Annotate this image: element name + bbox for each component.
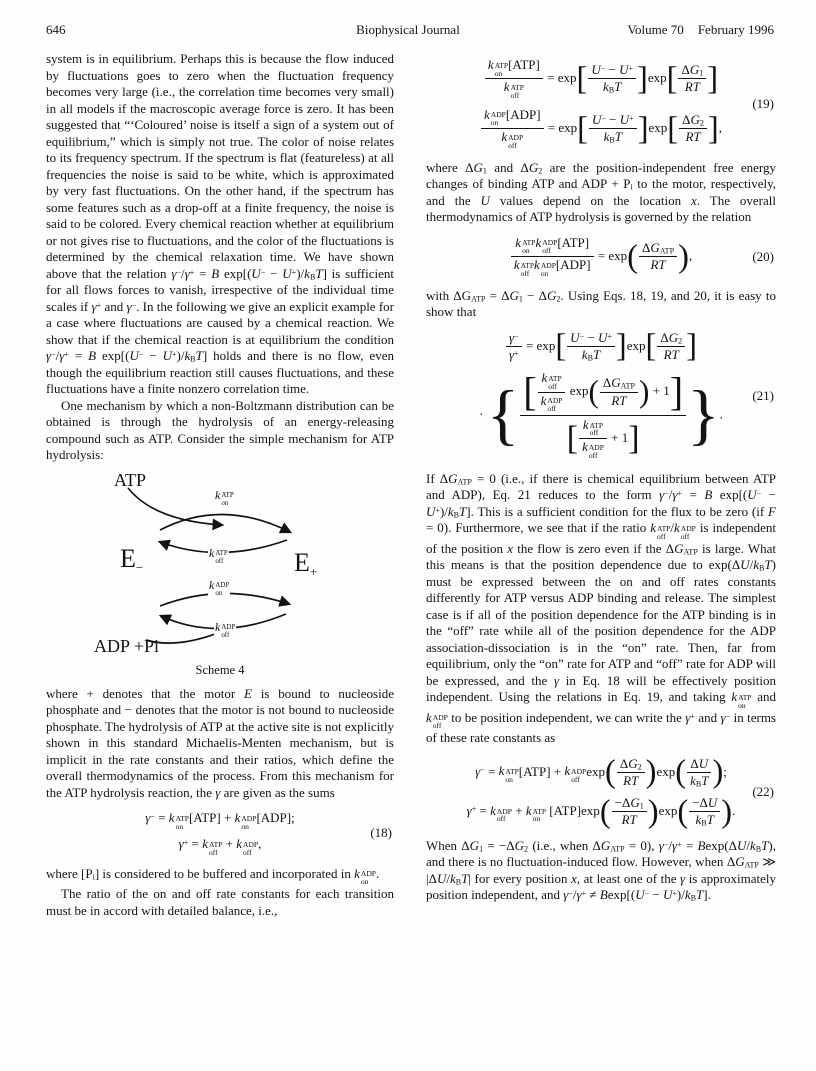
math-bracket: [	[576, 60, 588, 97]
equation-19	[426, 57, 776, 151]
equation-21	[426, 330, 776, 462]
e-plus-label: $E_+$	[294, 547, 318, 579]
math-fraction: k ATP on k ADP off [ATP] k ATP off k ADP on [ADP]	[511, 235, 594, 279]
math-bracket: )	[678, 238, 689, 275]
rate-constant: k ATP on	[525, 802, 547, 824]
rate-constant: k ADP off	[236, 836, 259, 857]
math-fraction	[538, 370, 566, 414]
math-bracket: ]	[707, 110, 719, 147]
math-fraction: $\frac{-\Delta G1}{RT}$	[612, 795, 647, 829]
paragraph-no-fluctuation-flow: When ΔG1 = −ΔG2 (i.e., when ΔGATP = 0), γ−/γ+ = Bexp(ΔU/kBT), and there is no fluctuation-induced flow. However, when ΔGATP ≫ |ΔU/kBT| for every position x, at least one of the γ is approximately position independent, and γ−/γ+ ≠ Bexp[(U− − U+)/kBT].	[426, 837, 776, 903]
rate-constant: k ADP off	[501, 129, 524, 150]
math-bracket: }	[687, 377, 720, 453]
math-fraction: $\frac{\Delta G2}{RT}$	[617, 756, 645, 790]
rate-constant: k ATP off	[582, 416, 604, 438]
math-bracket: [	[577, 110, 588, 147]
math-bracket: )	[712, 754, 724, 791]
volume-info	[627, 22, 774, 38]
math-bracket: )	[645, 754, 657, 791]
math-fraction: $\frac{\Delta G2}{RT}$	[657, 330, 685, 364]
page-header	[0, 0, 816, 38]
rate-constant: k ATP off	[650, 520, 671, 541]
atp-feeder-arrow	[128, 488, 222, 525]
two-column-body	[0, 38, 816, 919]
equation-18-line-2: γ+ = k ATP off + k ADP off ,	[178, 836, 262, 857]
rate-constant: k ADP off	[674, 520, 696, 541]
rate-constant: k ATP on	[515, 234, 536, 256]
rate-constant: k ATP on	[498, 763, 519, 784]
equation-20	[426, 235, 776, 279]
left-column	[46, 51, 394, 919]
math-bracket: (	[627, 238, 638, 275]
scheme-4-figure	[94, 470, 346, 678]
equation-20-line-1: k ATP on k ADP off [ATP] k ATP off k ADP on [ADP] = exp( $\frac{\text{ΔGATP}}{RT}$ ),	[426, 235, 776, 279]
rate-constant: k ADP off	[540, 392, 563, 414]
math-fraction: k ADP on [ADP] k ADP off	[481, 107, 544, 151]
rate-constant: k ATP on	[215, 487, 234, 507]
math-bracket: ]	[615, 328, 627, 365]
math-bracket: ]	[628, 420, 640, 458]
rate-constant: k ATP off	[541, 370, 562, 391]
rate-constant: k ADP off	[535, 234, 558, 256]
journal-title: Biophysical Journal	[356, 22, 460, 37]
math-bracket: )	[647, 793, 659, 830]
atp-label: ATP	[114, 469, 147, 490]
issue-date: February 1996	[697, 22, 774, 37]
math-fraction	[579, 417, 607, 461]
rate-constant: k ATP on	[168, 810, 189, 831]
rate-constant: k ADP off	[426, 709, 448, 731]
k-off-atp-label	[208, 546, 229, 565]
paragraph-chemical-equilibrium: If ΔGATP = 0 (i.e., if there is chemical equilibrium between ATP and ADP), Eq. 21 reduces to the form γ−/γ+ = B exp[(U− − U+)/kBT]. This is a sufficient condition for the flux to be zero (if F = 0). Furthermore, we see that if the ratio k ATP off /k ADP off is independent of the position x the flow is zero even if the ΔGATP is large. What this means is that the position dependence due to exp(ΔU/kBT) must be expressed between the on and off rates constants differently for ATP versus ADP binding and release. The simplest case is if all of the position dependence for the ATP binding is in the “off” rate while all of the position dependence for the ADP association-dissociation is in the “on” rate. Then, far from equilibrium, only the “on” rate for ATP and “off” rate for ADP will be expressed, and the γ in Eq. 18 will be effectively position independent. Using the relations in Eq. 19, and taking k ATP on and k ADP off to be position independent, we can write the γ+ and γ− in terms of these rate constants as	[426, 470, 777, 746]
math-fraction: $\frac{\Delta G1}{RT}$	[678, 62, 706, 96]
paragraph-buffered-pi: where [Pi] is considered to be buffered and incorporated in k ADP on .	[46, 865, 380, 887]
equation-20-number: (20)	[752, 248, 774, 264]
e-minus-label: $E_-$	[120, 543, 144, 575]
math-bracket: ]	[707, 60, 719, 97]
k-on-adp-label	[208, 578, 230, 597]
paragraph-detailed-balance: The ratio of the on and off rate constants for each transition must be in accord with detailed balance, i.e.,	[46, 886, 394, 918]
paragraph-motor-binding: where + denotes that the motor E is bound to nucleoside phosphate and − denotes that the motor is not bound to nucleoside phosphate. The hydrolysis of ATP at the active site is not explicitly shown in this standard Michaelis-Menten mechanism, but is implicit in the rate constants and their ratios, which define the overall thermodynamics of the process. From this mechanism for the ATP hydrolysis reaction, the γ are given as the sums	[46, 685, 394, 800]
rate-constant: k ADP on	[209, 577, 230, 597]
math-bracket: (	[605, 754, 616, 791]
math-bracket: (	[675, 754, 687, 791]
math-bracket: ]	[637, 110, 649, 147]
rate-constant: k ADP off	[564, 763, 587, 784]
rate-constant: k ADP off	[490, 802, 512, 824]
math-bracket: [	[667, 110, 679, 147]
rate-constant: k ADP off	[215, 619, 236, 639]
rate-constant: k ATP off	[202, 836, 223, 857]
math-bracket: [	[566, 420, 579, 458]
paragraph-equilibrium-noise: system is in equilibrium. Perhaps this is because the flow induced by fluctuations goes to zero when the fluctuation frequency becomes very large (i.e., the correlation time becomes very small) in all models if the macroscopic average force is zero. It has been suggested that “‘Coloured’ noise is itself a sign of a system out of equilibrium,” which is simply not true. The color of noise relates to its frequency spectrum. If the spectrum is flat (featureless) at all frequencies the noise is said to be white, which is approximated by very fast fluctuations. On the other hand, if the spectrum has some features such as a drop-off at a finite frequency, the noise is said to be colored. Every chemical reaction whether at equilibrium or not gives rise to fluctuations, and the color of the fluctuations is determined by the chemical relaxation time. We have shown above that the relation γ−/γ+ = B exp[(U− − U+)/kBT] is sufficient for all flows forces to vanish, irrespective of the individual time scales if γ+ and γ−. In the following we give an explicit example for a case where fluctuations are caused by a chemical reaction. We show that if the chemical reaction is at equilibrium the condition γ−/γ+ = B exp[(U− − U+)/kBT] holds and there is no flow, even though the equilibrium reaction still causes fluctuations, and these fluctuations have a finite nonzero correlation time.	[46, 51, 395, 396]
k-off-adp-label	[214, 620, 236, 639]
math-fraction: $\frac{\gamma^-}{\gamma^+}$	[506, 330, 522, 364]
equation-19-line-2: k ADP on [ADP] k ADP off = exp[ $\frac{U^- - U^+}{\text{kBT}}$ ]exp[ $\frac{\Delta G2}{RT}$ ],	[426, 107, 776, 151]
math-fraction: $\frac{\Delta U}{\text{kBT}}$	[687, 756, 711, 790]
rate-constant: k ADP on	[484, 106, 506, 128]
math-fraction: $\frac{\text{ΔGATP}}{RT}$	[600, 375, 638, 409]
paragraph-atp-mechanism-intro: One mechanism by which a non-Boltzmann distribution can be obtained is through the hydrolysis of an energy-releasing compound such as ATP. Consider the simple mechanism for ATP hydrolysis:	[46, 397, 394, 462]
math-fraction: k ATP on [ATP] k ATP off	[485, 57, 543, 101]
volume-label: Volume 70	[627, 22, 684, 37]
math-bracket: (	[588, 373, 599, 409]
equation-18	[46, 810, 394, 857]
paragraph-dgatp-definition: with ΔGATP = ΔG1 − ΔG2. Using Eqs. 18, 19, and 20, it is easy to show that	[426, 287, 776, 320]
rate-constant: k ATP off	[513, 257, 535, 278]
page-number: 646	[46, 22, 66, 37]
equation-18-number: (18)	[370, 825, 392, 841]
k-on-atp-arrow	[160, 514, 290, 532]
equation-21-number: (21)	[752, 387, 774, 403]
math-fraction: $\frac{\Delta G2}{RT}$	[679, 112, 707, 146]
equation-19-number: (19)	[752, 95, 774, 111]
rate-constant: k ADP on	[534, 257, 556, 278]
math-fraction: $\frac{-\Delta U}{\text{kBT}}$	[689, 795, 720, 829]
equation-19-line-1: k ATP on [ATP] k ATP off = exp[ $\frac{U^- - U^+}{\text{kBT}}$ ]exp[ $\frac{\Delta G1}{RT}$ ]	[426, 57, 776, 101]
equation-18-line-1: γ− = k ATP on [ATP] + k ADP on [ADP];	[145, 810, 295, 831]
equation-22-line-1: γ− = k ATP on [ATP] + k ADP off exp( $\frac{\Delta G2}{RT}$ )exp( $\frac{\Delta U}{\text{kBT}}$ );	[475, 754, 727, 791]
math-bracket: [	[645, 328, 657, 365]
equation-22-number: (22)	[752, 784, 774, 800]
math-bracket: [	[523, 368, 537, 414]
equation-21-line-1: $\frac{\gamma^-}{\gamma^+}$ = exp[ $\frac{U^- - U^+}{\text{kBT}}$ ]exp[ $\frac{\Delta G2}{RT}$ ]	[426, 330, 776, 364]
math-bracket: ]	[686, 328, 697, 365]
rate-constant: k ADP on	[354, 865, 376, 887]
scheme-caption: Scheme 4	[195, 662, 245, 677]
math-fraction: [ k ATP off k ADP off exp( $\frac{\text{ΔGATP}}{RT}$ ) + 1] [ k ATP off k ADP off + 1]	[520, 369, 686, 462]
paragraph-free-energy: where ΔG1 and ΔG2 are the position-independent free energy changes of binding ATP and ADP + Pi to the motor, respectively, and the U values depend on the location x. The overall thermodynamics of ATP hydrolysis is governed by the relation	[426, 159, 776, 225]
math-bracket: [	[666, 60, 678, 97]
rate-constant: k ADP off	[582, 439, 604, 460]
adp-pi-label: ADP +Pi	[94, 635, 160, 656]
rate-constant: k ADP on	[234, 810, 257, 831]
math-fraction: $\frac{U^- - U^+}{\text{kBT}}$	[589, 112, 637, 146]
equation-21-line-2: · { [ k ATP off k ADP off exp( $\frac{\text{ΔGATP}}{RT}$ ) + 1] [ k ATP off k ADP off + 1] }.	[479, 368, 723, 460]
rate-constant: k ATP off	[209, 545, 228, 565]
math-bracket: [	[555, 328, 567, 365]
math-bracket: )	[638, 373, 650, 409]
equation-22	[426, 756, 776, 829]
math-fraction: $\frac{U^- - U^+}{\text{kBT}}$	[567, 330, 615, 364]
k-on-atp-label	[214, 488, 235, 507]
math-bracket: ]	[669, 368, 684, 414]
rate-constant: k ATP on	[487, 57, 509, 78]
math-bracket: {	[486, 377, 520, 453]
math-fraction: $\frac{\text{ΔGATP}}{RT}$	[639, 240, 677, 274]
rate-constant: k ATP on	[731, 689, 752, 710]
math-bracket: )	[721, 793, 733, 830]
math-bracket: (	[599, 793, 611, 830]
math-bracket: (	[677, 793, 689, 830]
math-fraction: $\frac{U^- - U^+}{\text{kBT}}$	[588, 62, 636, 96]
right-column	[426, 51, 776, 919]
equation-22-line-2: γ+ = k ADP off + k ATP on [ATP]exp( $\frac{-\Delta G1}{RT}$ )exp( $\frac{-\Delta U}{\text{kBT}}$ ).	[466, 793, 736, 830]
rate-constant: k ATP off	[503, 79, 524, 100]
math-bracket: ]	[637, 60, 648, 97]
